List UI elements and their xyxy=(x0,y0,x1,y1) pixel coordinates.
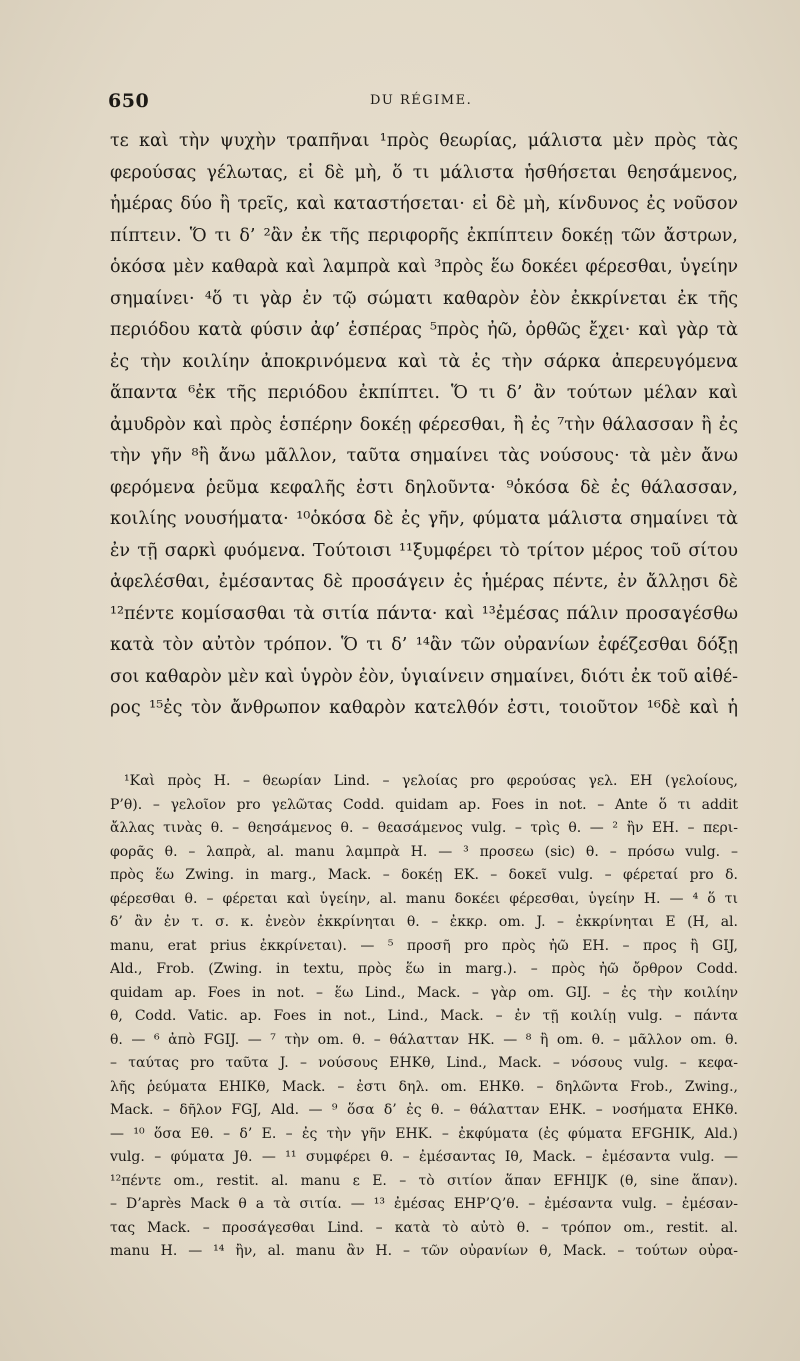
footnote-line: τας Mack. – προσάγεσθαι Lind. – κατὰ τὸ αὐτὸ θ. – τρόπον om., restit. al. xyxy=(110,1219,738,1236)
footnote-line: θ. — ⁶ ἀπὸ FGIJ. — ⁷ τὴν om. θ. – θάλατταν HK. — ⁸ ἢ om. θ. – μᾶλλον om. θ. xyxy=(110,1031,738,1048)
page-number: 650 xyxy=(108,90,150,112)
footnote-line: vulg. – φύματα Jθ. — ¹¹ συμφέρει θ. – ἐμέσαντας Iθ, Mack. – ἐμέσαντα vulg. — xyxy=(110,1149,738,1165)
text-line: φερούσας γέλωτας, εἰ δὲ μὴ, ὅ τι μάλιστα ἡσθήσεται θεησάμενος, xyxy=(110,162,738,183)
text-line: κατὰ τὸν αὐτὸν τρόπον. Ὅ τι δ’ ¹⁴ἂν τῶν οὐρανίων ἐφέζεσθαι δόξῃ xyxy=(110,635,738,655)
footnote-line: δ’ ἂν ἐν τ. σ. κ. ἐνεὸν ἐκκρίνηται θ. – ἐκκρ. om. J. – ἐκκρίνηται E (H, al. xyxy=(110,914,738,930)
text-line: κοιλίης νουσήματα· ¹⁰ὁκόσα δὲ ἐς γῆν, φύματα μάλιστα σημαίνει τὰ xyxy=(110,509,738,529)
text-line: τε καὶ τὴν ψυχὴν τραπῆναι ¹πρὸς θεωρίας, μάλιστα μὲν πρὸς τὰς xyxy=(110,131,738,151)
page-header xyxy=(108,90,738,116)
text-line: ρος ¹⁵ἐς τὸν ἄνθρωπον καθαρὸν κατελθόν ἐστι, τοιοῦτον ¹⁶δὲ καὶ ἡ xyxy=(110,698,738,718)
footnote-line: ἄλλας τινὰς θ. – θεησάμενος θ. – θεασάμενος vulg. – τρὶς θ. — ² ἢν EH. – περι- xyxy=(110,820,738,836)
footnote-line: – D’après Mack θ a τὰ σιτία. — ¹³ ἐμέσας EHP’Q’θ. – ἐμέσαντα vulg. – ἐμέσαν- xyxy=(110,1196,738,1212)
footnote-line: Mack. – δῆλον FGJ, Ald. — ⁹ ὅσα δ’ ἐς θ. – θάλατταν EHK. – νοσήματα EHKθ. xyxy=(110,1102,738,1118)
footnote-line: Ald., Frob. (Zwing. in textu, πρὸς ἕω in marg.). – πρὸς ἠῶ ὄρθρον Codd. xyxy=(110,961,738,977)
footnote-line: φορᾶς θ. – λαπρὰ, al. manu λαμπρὰ H. — ³ προσεω (sic) θ. – πρόσω vulg. – xyxy=(110,843,738,860)
footnote-line: quidam ap. Foes in not. – ἕω Lind., Mack. – γὰρ om. GIJ. – ἐς τὴν κοιλίην xyxy=(110,984,738,1001)
footnote-line: ¹²πέντε om., restit. al. manu ε E. – τὸ σιτίον ἅπαν EFHIJK (θ, sine ἅπαν). xyxy=(110,1172,738,1189)
footnote-line: πρὸς ἕω Zwing. in marg., Mack. – δοκέῃ EK. – δοκεῖ vulg. – φέρεταί pro δ. xyxy=(110,867,738,883)
footnote-line: φέρεσθαι θ. – φέρεται καὶ ὑγείην, al. manu δοκέει φέρεσθαι, ὑγείην H. — ⁴ ὅ τι xyxy=(110,890,738,907)
footnote-line: ¹Καὶ πρὸς H. – θεωρίαν Lind. – γελοίας pro φερούσας γελ. EH (γελοίους, xyxy=(124,773,738,789)
text-line: σημαίνει· ⁴ὅ τι γὰρ ἐν τῷ σώματι καθαρὸν ἐὸν ἐκκρίνεται ἐκ τῆς xyxy=(110,288,738,309)
text-line: ἀφελέσθαι, ἐμέσαντας δὲ προσάγειν ἐς ἡμέρας πέντε, ἐν ἄλλῃσι δὲ xyxy=(110,572,738,592)
text-line: πίπτειν. Ὅ τι δ’ ²ἂν ἐκ τῆς περιφορῆς ἐκπίπτειν δοκέῃ τῶν ἄστρων, xyxy=(110,225,738,246)
text-line: περιόδου κατὰ φύσιν ἀφ’ ἑσπέρας ⁵πρὸς ἠῶ, ὀρθῶς ἔχει· καὶ γὰρ τὰ xyxy=(110,320,738,340)
footnote-line: θ, Codd. Vatic. ap. Foes in not., Lind., Mack. – ἐν τῇ κοιλίῃ vulg. – πάντα xyxy=(110,1008,738,1024)
text-line: ἀμυδρὸν καὶ πρὸς ἑσπέρην δοκέῃ φέρεσθαι, ἢ ἐς ⁷τὴν θάλασσαν ἢ ἐς xyxy=(110,414,738,435)
text-line: ἅπαντα ⁶ἐκ τῆς περιόδου ἐκπίπτει. Ὅ τι δ’ ἂν τούτων μέλαν καὶ xyxy=(110,383,738,403)
text-line: ἐς τὴν κοιλίην ἀποκρινόμενα καὶ τὰ ἐς τὴν σάρκα ἀπερευγόμενα xyxy=(110,351,738,372)
text-line: φερόμενα ῥεῦμα κεφαλῆς ἐστι δηλοῦντα· ⁹ὁκόσα δὲ ἐς θάλασσαν, xyxy=(110,477,738,498)
footnotes-block xyxy=(110,770,738,1264)
footnote-line: — ¹⁰ ὅσα Eθ. – δ’ E. – ἐς τὴν γῆν EHK. – ἐκφύματα (ἐς φύματα EFGHIK, Ald.) xyxy=(110,1125,738,1142)
text-line: τὴν γῆν ⁸ἢ ἄνω μᾶλλον, ταῦτα σημαίνει τὰς νούσους· τὰ μὲν ἄνω xyxy=(110,446,738,466)
footnote-line: P’θ). – γελοῖον pro γελῶτας Codd. quidam ap. Foes in not. – Ante ὅ τι addit xyxy=(110,796,738,813)
main-text-block xyxy=(110,126,738,725)
text-line: ¹²πέντε κομίσασθαι τὰ σιτία πάντα· καὶ ¹³ἐμέσας πάλιν προσαγέσθω xyxy=(110,603,738,624)
text-line: ἐν τῇ σαρκὶ φυόμενα. Τούτοισι ¹¹ξυμφέρει τὸ τρίτον μέρος τοῦ σίτου xyxy=(110,540,738,561)
footnote-line: – ταύτας pro ταῦτα J. – νούσους EHKθ, Lind., Mack. – νόσους vulg. – κεφα- xyxy=(110,1055,738,1071)
running-title: DU RÉGIME. xyxy=(370,93,473,108)
footnote-line: manu H. — ¹⁴ ἢν, al. manu ἂν H. – τῶν οὐρανίων θ, Mack. – τούτων οὐρα- xyxy=(110,1243,738,1259)
text-line: ὁκόσα μὲν καθαρὰ καὶ λαμπρὰ καὶ ³πρὸς ἕω δοκέει φέρεσθαι, ὑγείην xyxy=(110,257,738,277)
footnote-line: manu, erat prius ἐκκρίνεται). — ⁵ προσῆ pro πρὸς ἠῶ EH. – προς ἢ GIJ, xyxy=(110,937,738,954)
text-line: σοι καθαρὸν μὲν καὶ ὑγρὸν ἐὸν, ὑγιαίνειν σημαίνει, διότι ἐκ τοῦ αἰθέ- xyxy=(110,666,738,687)
text-line: ἡμέρας δύο ἢ τρεῖς, καὶ καταστήσεται· εἰ δὲ μὴ, κίνδυνος ἐς νοῦσον xyxy=(110,194,738,214)
footnote-line: λῆς ῥεύματα EHIKθ, Mack. – ἐστι δηλ. om. EHKθ. – δηλῶντα Frob., Zwing., xyxy=(110,1078,738,1095)
